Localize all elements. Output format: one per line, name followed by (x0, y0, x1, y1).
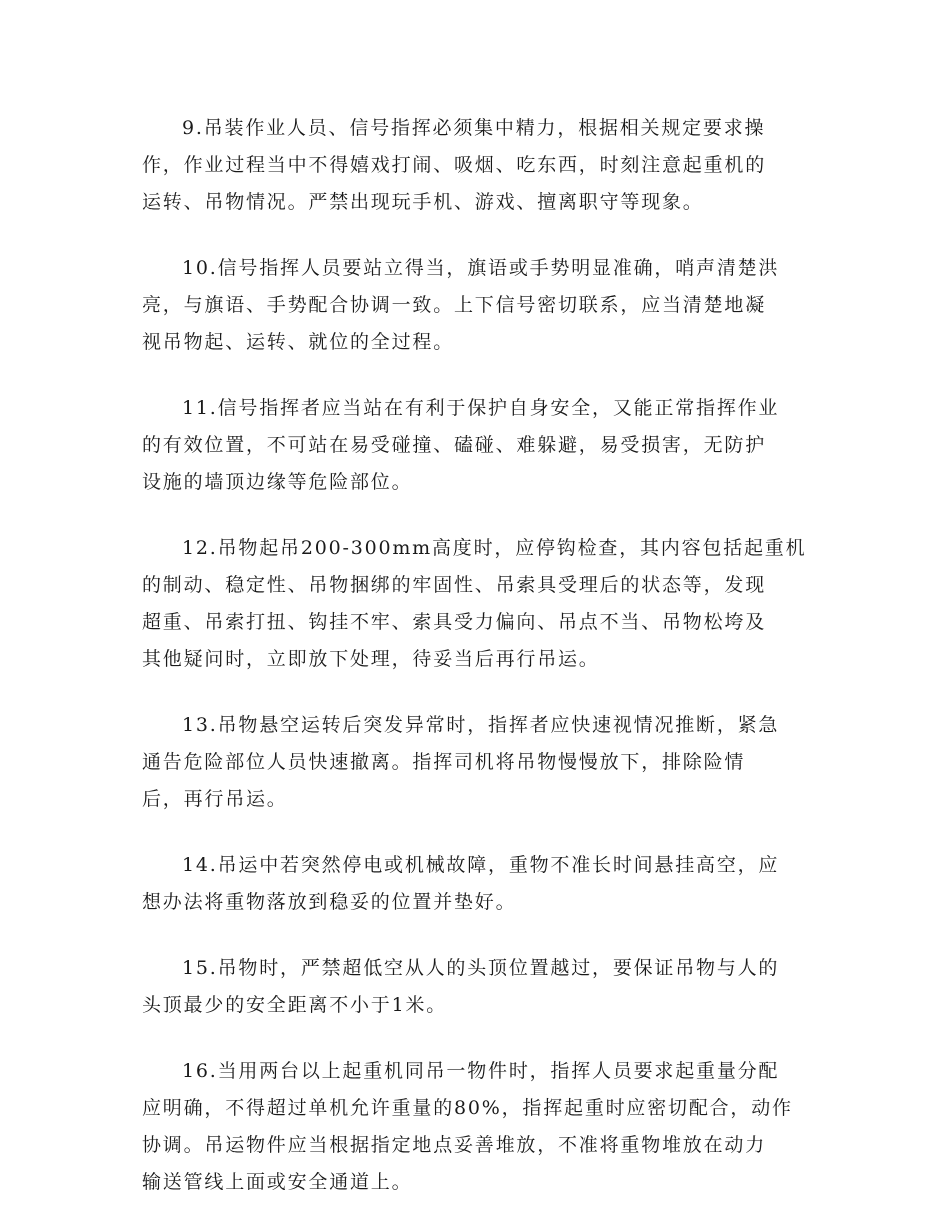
paragraph-line: 通告危险部位人员快速撤离。指挥司机将吊物慢慢放下，排除险情 (142, 751, 746, 773)
paragraph-line: 的制动、稳定性、吊物捆绑的牢固性、吊索具受理后的状态等，发现 (142, 574, 767, 596)
paragraph-line: 头顶最少的安全距离不小于1米。 (142, 994, 448, 1016)
paragraph-12 (142, 530, 812, 678)
paragraph-line: 作，作业过程当中不得嬉戏打闹、吸烟、吃东西，时刻注意起重机的 (142, 154, 767, 176)
paragraph-line: 后，再行吊运。 (142, 788, 288, 810)
paragraph-line: 其他疑问时，立即放下处理，待妥当后再行吊运。 (142, 648, 600, 670)
paragraph-line: 11.信号指挥者应当站在有利于保护自身安全，又能正常指挥作业 (182, 397, 780, 419)
paragraph-line: 设施的墙顶边缘等危险部位。 (142, 471, 413, 493)
paragraph-line: 15.吊物时，严禁超低空从人的头顶位置越过，要保证吊物与人的 (182, 957, 780, 979)
paragraph-line: 协调。吊运物件应当根据指定地点妥善堆放，不准将重物堆放在动力 (142, 1134, 767, 1156)
paragraph-line: 的有效位置，不可站在易受碰撞、磕碰、难躲避，易受损害，无防护 (142, 434, 767, 456)
paragraph-9 (142, 110, 812, 221)
paragraph-15 (142, 950, 812, 1024)
paragraph-line: 亮，与旗语、手势配合协调一致。上下信号密切联系，应当清楚地凝 (142, 294, 767, 316)
paragraph-11 (142, 390, 812, 501)
paragraph-line: 输送管线上面或安全通道上。 (142, 1171, 413, 1193)
paragraph-line: 应明确，不得超过单机允许重量的80%，指挥起重时应密切配合，动作 (142, 1097, 793, 1119)
paragraph-line: 12.吊物起吊200-300mm高度时，应停钩检查，其内容包括起重机 (182, 537, 807, 559)
document-body (142, 110, 812, 1230)
paragraph-16 (142, 1053, 812, 1201)
paragraph-line: 超重、吊索打扭、钩挂不牢、索具受力偏向、吊点不当、吊物松垮及 (142, 611, 767, 633)
paragraph-line: 想办法将重物落放到稳妥的位置并垫好。 (142, 891, 517, 913)
paragraph-line: 视吊物起、运转、就位的全过程。 (142, 331, 455, 353)
paragraph-line: 9.吊装作业人员、信号指挥必须集中精力，根据相关规定要求操 (182, 117, 766, 139)
paragraph-line: 运转、吊物情况。严禁出现玩手机、游戏、擅离职守等现象。 (142, 191, 704, 213)
paragraph-line: 13.吊物悬空运转后突发异常时，指挥者应快速视情况推断，紧急 (182, 714, 780, 736)
paragraph-14 (142, 847, 812, 921)
paragraph-13 (142, 707, 812, 818)
paragraph-10 (142, 250, 812, 361)
paragraph-line: 10.信号指挥人员要站立得当，旗语或手势明显准确，哨声清楚洪 (182, 257, 780, 279)
paragraph-line: 16.当用两台以上起重机同吊一物件时，指挥人员要求起重量分配 (182, 1060, 780, 1082)
paragraph-line: 14.吊运中若突然停电或机械故障，重物不准长时间悬挂高空，应 (182, 854, 780, 876)
